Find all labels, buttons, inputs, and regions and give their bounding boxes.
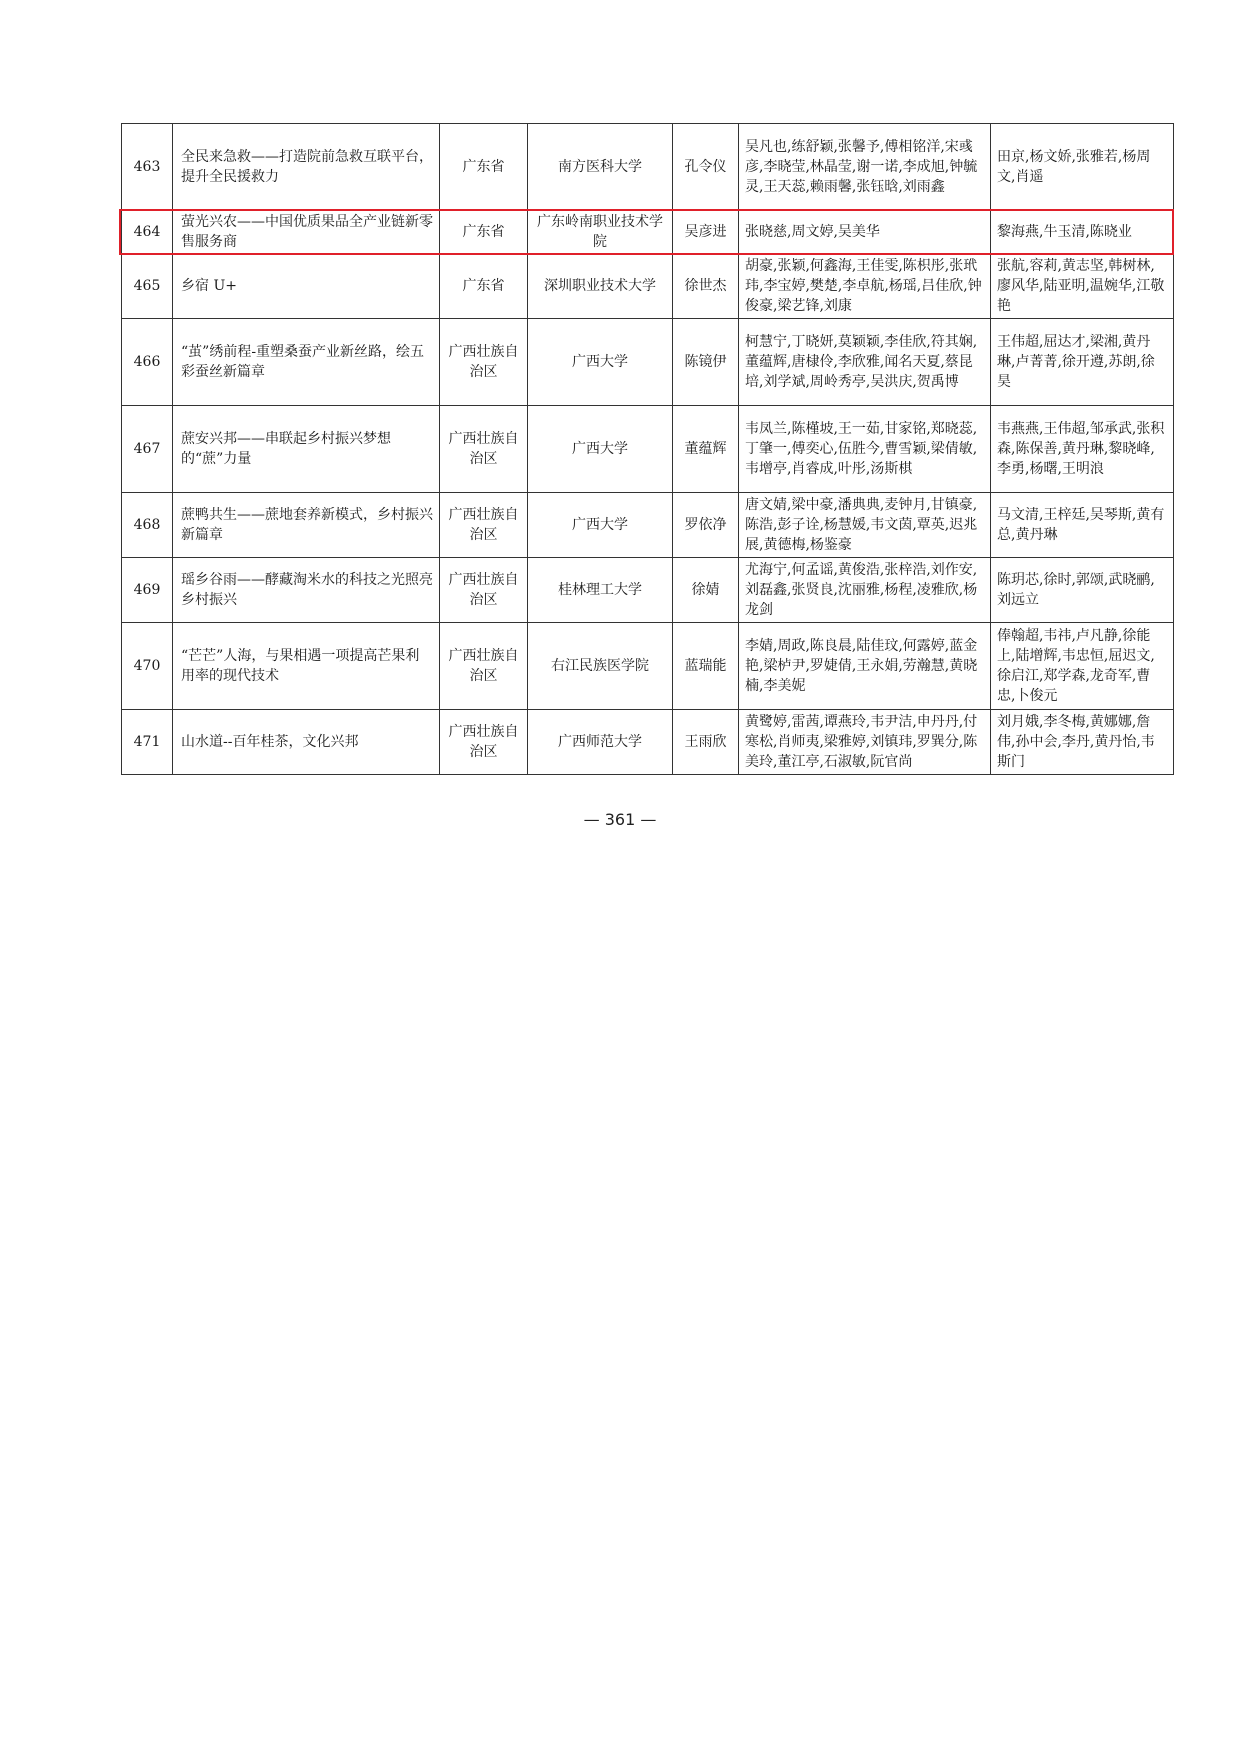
project-title: 蔗安兴邦——串联起乡村振兴梦想的“蔗”力量 (173, 406, 440, 493)
school: 桂林理工大学 (528, 558, 673, 623)
team-members: 张晓慈,周文婷,吴美华 (739, 211, 991, 254)
team-leader: 吴彦进 (673, 211, 739, 254)
table-row (122, 623, 1174, 710)
team-members: 胡豪,张颖,何鑫海,王佳雯,陈枳彤,张玳玮,李宝婷,樊楚,李卓航,杨瑶,吕佳欣,钟俊豪,梁艺锋,刘康 (739, 254, 991, 319)
project-title: 乡宿 U+ (173, 254, 440, 319)
advisors: 俸翰超,韦祎,卢凡静,徐能上,陆增辉,韦忠恒,屈迟文,徐启江,郑学森,龙奇军,曹忠,卜俊元 (991, 623, 1174, 710)
row-number: 467 (122, 406, 173, 493)
team-members: 柯慧宁,丁晓妍,莫颖颖,李佳欣,符其娴,董蕴辉,唐棣伶,李欣雅,闻名天夏,蔡昆培,刘学斌,周岭秀亭,吴洪庆,贺禹博 (739, 319, 991, 406)
province: 广西壮族自治区 (440, 558, 528, 623)
advisors: 王伟超,屈达才,梁湘,黄丹琳,卢菁菁,徐开遵,苏朗,徐昊 (991, 319, 1174, 406)
province: 广西壮族自治区 (440, 710, 528, 775)
table-row (122, 211, 1174, 254)
province: 广西壮族自治区 (440, 319, 528, 406)
advisors: 刘月娥,李冬梅,黄娜娜,詹伟,孙中会,李丹,黄丹怡,韦斯门 (991, 710, 1174, 775)
team-leader: 蓝瑞能 (673, 623, 739, 710)
table-row (122, 493, 1174, 558)
team-members: 尤海宁,何孟谣,黄俊浩,张梓浩,刘作安,刘磊鑫,张贤良,沈丽雅,杨程,凌雅欣,杨龙剑 (739, 558, 991, 623)
team-leader: 徐婧 (673, 558, 739, 623)
province: 广西壮族自治区 (440, 623, 528, 710)
school: 广西大学 (528, 319, 673, 406)
team-leader: 董蕴辉 (673, 406, 739, 493)
team-leader: 王雨欣 (673, 710, 739, 775)
row-number: 465 (122, 254, 173, 319)
province: 广东省 (440, 124, 528, 211)
team-members: 黄鹭婷,雷茜,谭燕玲,韦尹洁,申丹丹,付寒松,肖师夷,梁雅婷,刘镇玮,罗巽分,陈美玲,董江亭,石淑敏,阮官尚 (739, 710, 991, 775)
project-title: 瑶乡谷雨——酵藏淘米水的科技之光照亮乡村振兴 (173, 558, 440, 623)
row-number: 470 (122, 623, 173, 710)
advisors: 张航,容莉,黄志坚,韩树林,廖风华,陆亚明,温婉华,江敬艳 (991, 254, 1174, 319)
award-list-table (121, 123, 1174, 775)
province: 广西壮族自治区 (440, 493, 528, 558)
school: 南方医科大学 (528, 124, 673, 211)
advisors: 马文清,王梓廷,吴琴斯,黄有总,黄丹琳 (991, 493, 1174, 558)
table-row (122, 254, 1174, 319)
project-title: 蔗鸭共生——蔗地套养新模式，乡村振兴新篇章 (173, 493, 440, 558)
row-number: 469 (122, 558, 173, 623)
team-members: 韦凤兰,陈槿坡,王一茹,甘家铭,郑晓蕊,丁肇一,傅奕心,伍胜今,曹雪颖,梁倩敏,韦增亭,肖睿成,叶彤,汤斯棋 (739, 406, 991, 493)
row-number: 468 (122, 493, 173, 558)
province: 广东省 (440, 254, 528, 319)
school: 广东岭南职业技术学院 (528, 211, 673, 254)
table-row (122, 124, 1174, 211)
row-number: 471 (122, 710, 173, 775)
school: 广西师范大学 (528, 710, 673, 775)
school: 深圳职业技术大学 (528, 254, 673, 319)
team-leader: 陈镜伊 (673, 319, 739, 406)
province: 广东省 (440, 211, 528, 254)
table-row (122, 558, 1174, 623)
advisors: 黎海燕,牛玉清,陈晓业 (991, 211, 1174, 254)
project-title: 全民来急救——打造院前急救互联平台，提升全民援救力 (173, 124, 440, 211)
team-leader: 孔令仪 (673, 124, 739, 211)
team-members: 李婧,周政,陈良晨,陆佳玟,何露婷,蓝金艳,梁栌尹,罗婕倩,王永娟,劳瀚慧,黄晓楠,李美妮 (739, 623, 991, 710)
team-leader: 罗依净 (673, 493, 739, 558)
team-leader: 徐世杰 (673, 254, 739, 319)
table-row (122, 406, 1174, 493)
row-number: 463 (122, 124, 173, 211)
project-title: 山水道--百年桂茶，文化兴邦 (173, 710, 440, 775)
advisors: 田京,杨文娇,张雅若,杨周文,肖遥 (991, 124, 1174, 211)
project-title: “茧”绣前程-重塑桑蚕产业新丝路，绘五彩蚕丝新篇章 (173, 319, 440, 406)
table-row (122, 710, 1174, 775)
table-row (122, 319, 1174, 406)
advisors: 韦燕燕,王伟超,邹承武,张积森,陈保善,黄丹琳,黎晓峰,李勇,杨曙,王明浪 (991, 406, 1174, 493)
advisors: 陈玥芯,徐时,郭颂,武晓鹂,刘远立 (991, 558, 1174, 623)
school: 广西大学 (528, 493, 673, 558)
team-members: 吴凡也,练舒颖,张馨予,傅相铭洋,宋彧彦,李晓莹,林晶莹,谢一诺,李成旭,钟毓灵,王天蕊,赖雨馨,张钰晗,刘雨鑫 (739, 124, 991, 211)
row-number: 466 (122, 319, 173, 406)
school: 广西大学 (528, 406, 673, 493)
school: 右江民族医学院 (528, 623, 673, 710)
project-title: “芒芒”人海，与果相遇一项提高芒果利用率的现代技术 (173, 623, 440, 710)
team-members: 唐文婧,梁中豪,潘典典,麦钟月,甘镇豪,陈浩,彭子诠,杨慧媛,韦文茵,覃英,迟兆展,黄德梅,杨鉴豪 (739, 493, 991, 558)
row-number: 464 (122, 211, 173, 254)
project-title: 萤光兴农——中国优质果品全产业链新零售服务商 (173, 211, 440, 254)
province: 广西壮族自治区 (440, 406, 528, 493)
page-number: — 361 — (583, 810, 657, 829)
